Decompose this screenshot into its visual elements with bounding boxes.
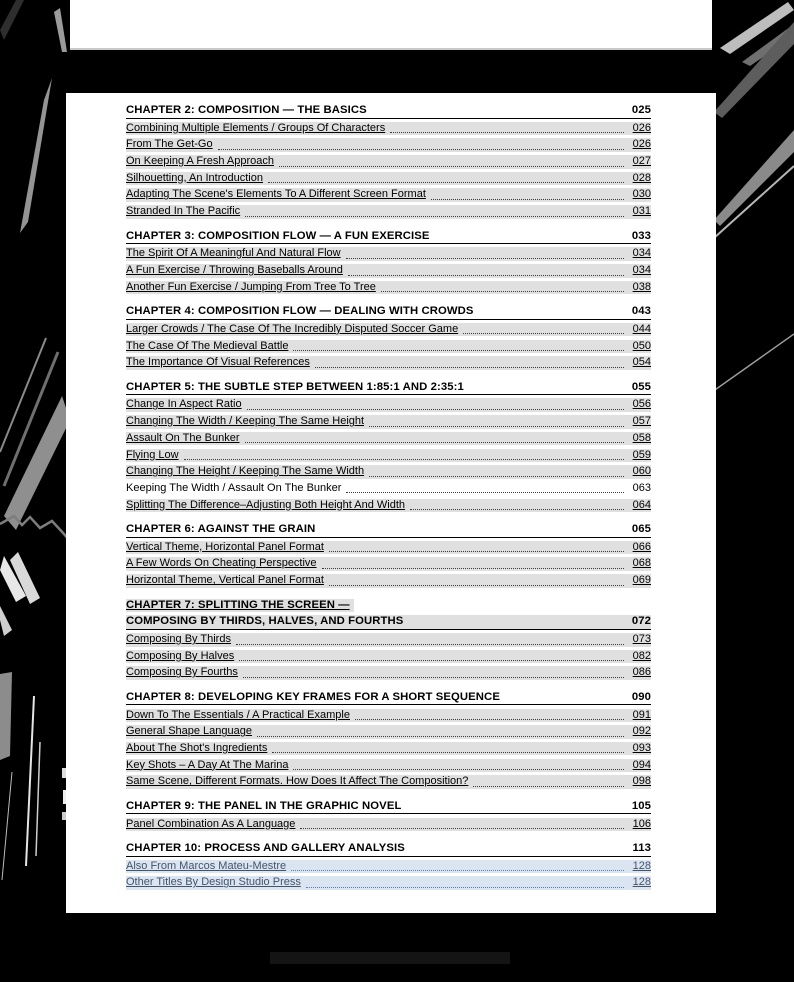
- toc-entry-title: A Fun Exercise / Throwing Baseballs Around: [126, 264, 343, 276]
- toc-chapter-heading[interactable]: [126, 523, 651, 538]
- toc-chapter-title: CHAPTER 2: COMPOSITION — THE BASICS: [126, 104, 367, 116]
- toc-leader-dots: [257, 736, 624, 737]
- toc-entry[interactable]: [126, 759, 651, 773]
- toc-entry-page: 068: [632, 557, 651, 570]
- toc-entry-page: 092: [632, 725, 651, 738]
- toc-entry-title: Splitting The Difference–Adjusting Both Height And Width: [126, 498, 406, 511]
- toc-chapter-page: 055: [631, 380, 651, 393]
- toc-entry-title: General Shape Language: [126, 725, 252, 738]
- toc-entry[interactable]: [126, 775, 651, 789]
- toc-entry[interactable]: [126, 876, 651, 890]
- toc-leader-dots: [329, 551, 624, 552]
- toc-entry[interactable]: [126, 415, 651, 429]
- toc-entry[interactable]: [126, 465, 651, 479]
- toc-leader-dots: [306, 887, 624, 888]
- toc-leader-dots: [300, 828, 624, 829]
- toc-chapter-page: 072: [631, 615, 651, 628]
- toc-entry-title: Changing The Width / Keeping The Same Height: [126, 415, 365, 428]
- toc-entry-page: 026: [632, 138, 651, 151]
- toc-entry[interactable]: [126, 650, 651, 664]
- toc-leader-dots: [243, 677, 624, 678]
- toc-entry-page: 069: [632, 574, 651, 587]
- toc-entry[interactable]: [126, 499, 651, 513]
- toc-entry[interactable]: [126, 172, 651, 186]
- toc-leader-dots: [218, 149, 624, 150]
- toc-entry[interactable]: [126, 449, 651, 463]
- toc-entry-page: 082: [632, 649, 651, 662]
- toc-entry-page: 050: [632, 339, 651, 352]
- toc-chapter-heading[interactable]: [126, 842, 651, 857]
- toc-entry-title: The Case Of The Medieval Battle: [126, 339, 289, 352]
- toc-entry[interactable]: [126, 205, 651, 219]
- toc-entry[interactable]: [126, 666, 651, 680]
- toc-chapter-page: 105: [631, 799, 651, 812]
- toc-page: [66, 93, 716, 913]
- toc-entry-page: 030: [632, 188, 651, 201]
- toc-entry-title: Keeping The Width / Assault On The Bunker: [126, 481, 342, 494]
- toc-leader-dots: [236, 644, 624, 645]
- toc-leader-dots: [369, 426, 624, 427]
- toc-entry-page: 026: [632, 121, 651, 134]
- toc-entry-title: Changing The Height / Keeping The Same Width: [126, 465, 365, 478]
- toc-leader-dots: [247, 409, 624, 410]
- toc-entry-title: On Keeping A Fresh Approach: [126, 155, 274, 168]
- toc-chapter-heading[interactable]: [126, 800, 651, 815]
- toc-leader-dots: [348, 275, 624, 276]
- toc-chapter: [126, 104, 651, 219]
- toc-chapter: [126, 305, 651, 370]
- toc-entry-title: About The Shot's Ingredients: [126, 741, 268, 754]
- toc-entry-title: Combining Multiple Elements / Groups Of Characters: [126, 121, 386, 134]
- toc-chapter-title: COMPOSING BY THIRDS, HALVES, AND FOURTHS: [126, 615, 404, 628]
- toc-entry[interactable]: [126, 818, 651, 832]
- toc-leader-dots: [346, 492, 624, 493]
- toc-leader-dots: [239, 660, 624, 661]
- toc-entry-title: Composing By Fourths: [126, 666, 238, 679]
- toc-leader-dots: [245, 442, 624, 443]
- toc-chapter-title: CHAPTER 7: SPLITTING THE SCREEN —: [126, 599, 354, 613]
- toc-entry-title: Also From Marcos Mateu-Mestre: [126, 859, 287, 872]
- toc-entry[interactable]: [126, 541, 651, 555]
- toc-chapter: [126, 800, 651, 831]
- toc-leader-dots: [315, 367, 624, 368]
- toc-entry-title: From The Get-Go: [126, 138, 213, 151]
- toc-leader-dots: [279, 166, 624, 167]
- toc-entry-page: 057: [632, 415, 651, 428]
- toc-entry[interactable]: [126, 323, 651, 337]
- toc-chapter-heading[interactable]: [126, 305, 651, 320]
- toc-entry[interactable]: [126, 398, 651, 412]
- toc-entry[interactable]: [126, 188, 651, 202]
- toc-leader-dots: [355, 719, 624, 720]
- toc-chapter-heading[interactable]: [126, 691, 651, 706]
- toc-entry[interactable]: [126, 633, 651, 647]
- toc-entry-page: 106: [632, 817, 651, 830]
- toc-leader-dots: [410, 509, 624, 510]
- toc-chapter: [126, 381, 651, 512]
- toc-chapter-title: CHAPTER 10: PROCESS AND GALLERY ANALYSIS: [126, 842, 405, 854]
- toc-leader-dots: [431, 199, 624, 200]
- toc-chapter-heading[interactable]: [126, 599, 651, 613]
- toc-entry-page: 063: [632, 481, 651, 494]
- toc-chapter-page: 043: [631, 305, 651, 318]
- toc-chapter: [126, 691, 651, 789]
- toc-chapter-heading[interactable]: [126, 230, 651, 245]
- toc-entry[interactable]: [126, 860, 651, 874]
- toc-chapter-heading[interactable]: [126, 615, 651, 630]
- toc-chapter: [126, 842, 651, 890]
- toc-entry-page: 038: [632, 280, 651, 293]
- toc-entry-title: Adapting The Scene's Elements To A Different Screen Format: [126, 188, 426, 201]
- toc-entry-title: Other Titles By Design Studio Press: [126, 876, 301, 889]
- toc-entry-title: The Spirit Of A Meaningful And Natural Flow: [126, 247, 341, 260]
- toc-entry[interactable]: [126, 138, 651, 152]
- toc-entry-title: Stranded In The Pacific: [126, 205, 241, 218]
- toc-entry-title: Another Fun Exercise / Jumping From Tree To Tree: [126, 280, 376, 293]
- toc-entry-title: Larger Crowds / The Case Of The Incredibly Disputed Soccer Game: [126, 322, 459, 335]
- toc-leader-dots: [272, 752, 624, 753]
- toc-entry-title: A Few Words On Cheating Perspective: [126, 557, 317, 570]
- toc-chapter-heading[interactable]: [126, 381, 651, 396]
- toc-chapter-page: 033: [631, 229, 651, 242]
- toc-entry-page: 060: [632, 465, 651, 478]
- toc-leader-dots: [293, 350, 624, 351]
- toc-entry[interactable]: [126, 281, 651, 295]
- toc-entry-title: Panel Combination As A Language: [126, 817, 296, 830]
- toc-leader-dots: [473, 786, 624, 787]
- toc-leader-dots: [322, 568, 624, 569]
- toc-entry[interactable]: [126, 247, 651, 261]
- toc-chapter-title: CHAPTER 4: COMPOSITION FLOW — DEALING WITH CROWDS: [126, 305, 474, 318]
- toc-entry-page: 054: [632, 356, 651, 369]
- toc-chapter: [126, 230, 651, 295]
- toc-chapter-page: 113: [632, 842, 651, 854]
- toc-entry-page: 066: [632, 540, 651, 553]
- toc-chapter: [126, 523, 651, 588]
- toc-entry-page: 093: [632, 741, 651, 754]
- toc-entry-page: 027: [632, 155, 651, 168]
- toc-entry-title: Same Scene, Different Formats. How Does It Affect The Composition?: [126, 775, 469, 788]
- toc-entry[interactable]: [126, 557, 651, 571]
- toc-entry[interactable]: [126, 709, 651, 723]
- toc-leader-dots: [245, 216, 624, 217]
- toc-chapter-title: CHAPTER 3: COMPOSITION FLOW — A FUN EXERCISE: [126, 229, 430, 242]
- toc-entry[interactable]: [126, 725, 651, 739]
- toc-entry-title: Key Shots – A Day At The Marina: [126, 758, 289, 771]
- toc-entry-page: 058: [632, 431, 651, 444]
- toc-entry-title: Down To The Essentials / A Practical Example: [126, 708, 350, 721]
- toc-chapter-page: 025: [631, 104, 651, 116]
- toc-entry-page: 059: [632, 448, 651, 461]
- toc-chapter-page: 090: [631, 690, 651, 703]
- toc-leader-dots: [346, 258, 624, 259]
- toc-chapter-title: CHAPTER 8: DEVELOPING KEY FRAMES FOR A SHORT SEQUENCE: [126, 690, 500, 703]
- toc-entry-page: 128: [632, 876, 651, 889]
- toc-entry-title: Composing By Halves: [126, 649, 235, 662]
- toc-entry[interactable]: [126, 356, 651, 370]
- toc-leader-dots: [463, 333, 624, 334]
- toc-entry-page: 094: [632, 758, 651, 771]
- toc-entry-page: 064: [632, 498, 651, 511]
- toc-entry-title: Silhouetting, An Introduction: [126, 171, 263, 184]
- toc-entry[interactable]: [126, 742, 651, 756]
- toc-entry-page: 034: [632, 247, 651, 260]
- toc-leader-dots: [293, 769, 624, 770]
- previous-page-bottom: [70, 0, 712, 50]
- toc-entry-page: 098: [632, 775, 651, 788]
- toc-entry[interactable]: [126, 155, 651, 169]
- toc-entry-page: 128: [632, 859, 651, 872]
- toc-entry-title: The Importance Of Visual References: [126, 356, 310, 369]
- toc-chapter-heading[interactable]: [126, 104, 651, 119]
- toc: [126, 104, 651, 893]
- toc-entry-title: Horizontal Theme, Vertical Panel Format: [126, 574, 324, 587]
- toc-entry-title: Assault On The Bunker: [126, 431, 240, 444]
- toc-entry-title: Composing By Thirds: [126, 633, 231, 645]
- toc-chapter-title: CHAPTER 5: THE SUBTLE STEP BETWEEN 1:85:1 AND 2:35:1: [126, 380, 464, 393]
- toc-chapter-page: 065: [631, 523, 651, 536]
- toc-entry-page: 044: [632, 322, 651, 335]
- toc-entry-page: 031: [632, 205, 651, 218]
- toc-entry[interactable]: [126, 340, 651, 354]
- toc-entry-title: Change In Aspect Ratio: [126, 398, 242, 411]
- toc-chapter: [126, 599, 651, 680]
- toc-entry-page: 034: [632, 264, 651, 276]
- toc-entry-page: 056: [632, 398, 651, 411]
- toc-entry-page: 091: [632, 708, 651, 721]
- toc-leader-dots: [291, 870, 624, 871]
- toc-entry[interactable]: [126, 264, 651, 278]
- toc-leader-dots: [369, 476, 624, 477]
- toc-chapter-title: CHAPTER 6: AGAINST THE GRAIN: [126, 523, 316, 536]
- toc-entry-title: Vertical Theme, Horizontal Panel Format: [126, 540, 324, 553]
- toc-leader-dots: [390, 132, 624, 133]
- toc-entry-page: 028: [632, 171, 651, 184]
- toc-chapter-title: CHAPTER 9: THE PANEL IN THE GRAPHIC NOVEL: [126, 799, 402, 812]
- toc-entry[interactable]: [126, 482, 651, 496]
- toc-leader-dots: [329, 585, 624, 586]
- toc-entry-page: 086: [632, 666, 651, 679]
- toc-leader-dots: [184, 459, 624, 460]
- toc-entry-page: 073: [632, 633, 651, 645]
- toc-leader-dots: [381, 291, 624, 292]
- toc-entry[interactable]: [126, 432, 651, 446]
- toc-entry-title: Flying Low: [126, 448, 179, 461]
- toc-entry[interactable]: [126, 574, 651, 588]
- toc-leader-dots: [268, 182, 624, 183]
- toc-entry[interactable]: [126, 122, 651, 136]
